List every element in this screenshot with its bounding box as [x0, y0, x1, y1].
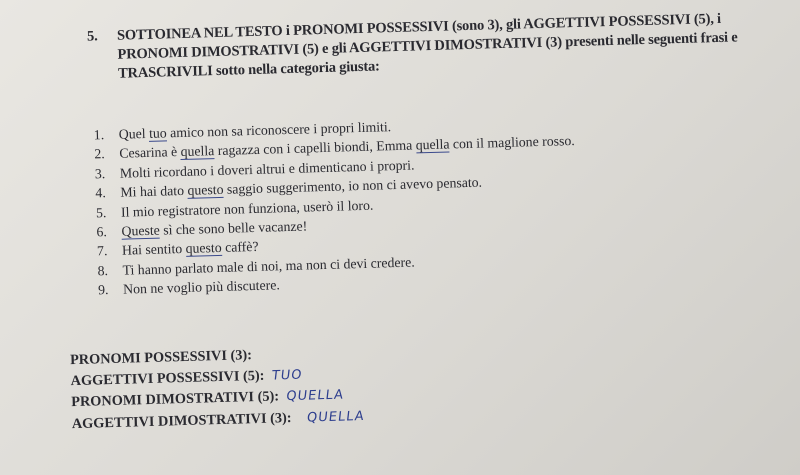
sentence-number: 6.	[96, 224, 108, 240]
sentence-text: Ti hanno parlato male di noi, ma non ci devi credere.	[122, 254, 415, 278]
sentence-text: Il mio registratore non funziona, userò il loro.	[120, 197, 374, 220]
exercise-instruction	[87, 8, 788, 85]
handwritten-answer[interactable]: QUELLA	[306, 408, 366, 426]
sentence-number: 5.	[95, 204, 107, 221]
sentence-part: Cesarina è	[119, 144, 181, 162]
sentence-list	[94, 108, 719, 300]
underlined-word: questo	[185, 240, 222, 257]
underlined-word: questo	[187, 182, 224, 199]
sentence-number: 2.	[94, 146, 105, 162]
underlined-word: tuo	[148, 125, 167, 141]
sentence-number: 1.	[93, 127, 105, 143]
sentence-part: ragazza con i capelli biondi, Emma	[214, 137, 416, 159]
exercise-text: SOTTOINEA NEL TESTO i PRONOMI POSSESSIVI (sono 3), gli AGGETTIVI POSSESSIVI (5), i PRONOMI DIMOSTRATIVI (5) e gli AGGETTIVI DIMOSTRATIVI (3) presenti nelle seguenti frasi e TRASCRIVILI sotto nella categoria giusta:	[116, 10, 738, 82]
sentence-part: amico non sa riconoscere i propri limiti.	[166, 119, 392, 141]
category-label: PRONOMI DIMOSTRATIVI (5):	[71, 388, 280, 411]
sentence-number: 9.	[97, 282, 109, 298]
sentence-part: con il maglione rosso.	[449, 133, 575, 152]
underlined-word: quella	[180, 143, 215, 160]
sentence-part: caffè?	[221, 239, 259, 256]
underlined-word: quella	[415, 136, 450, 153]
category-label: AGGETTIVI POSSESSIVI (5):	[70, 367, 265, 389]
sentence-part: saggio suggerimento, io non ci avevo pensato.	[223, 174, 483, 198]
sentence-number: 8.	[97, 262, 109, 279]
answer-categories	[70, 336, 572, 435]
sentence-part: Quel	[118, 125, 150, 142]
category-label: PRONOMI POSSESSIVI (3):	[69, 347, 253, 369]
sentence-part: Mi hai dato	[120, 183, 188, 200]
sentence-text: Molti ricordano i doveri altrui e dimenticano i propri.	[119, 157, 415, 181]
exercise-number: 5.	[86, 28, 98, 45]
category-label: AGGETTIVI DIMOSTRATIVI (3):	[71, 409, 292, 432]
sentence-number: 3.	[94, 165, 106, 182]
sentence-number: 4.	[95, 185, 106, 201]
sentence-part: Hai sentito	[121, 241, 186, 259]
sentence-number: 7.	[96, 243, 108, 259]
sentence-text: Non ne voglio più discutere.	[122, 277, 280, 297]
underlined-word: Queste	[121, 222, 161, 239]
handwritten-answer[interactable]: TUO	[271, 367, 304, 384]
handwritten-answer[interactable]: QUELLA	[285, 387, 346, 405]
sentence-part: sì che sono belle vacanze!	[159, 218, 308, 238]
